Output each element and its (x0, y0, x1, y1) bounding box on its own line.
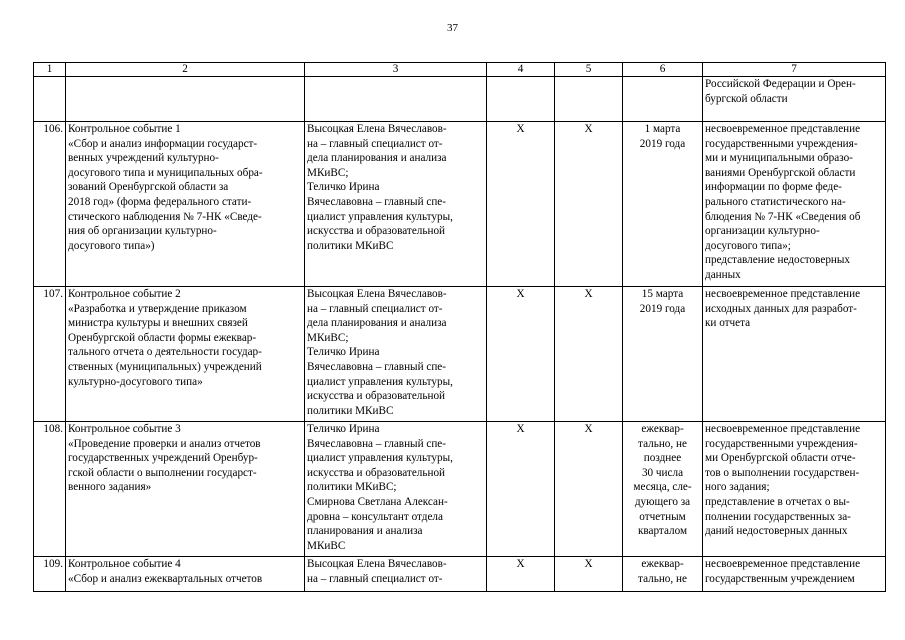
header-col-1: 1 (34, 63, 66, 77)
text-line: дующего за (634, 495, 691, 508)
text-line: ки отчета (705, 317, 751, 330)
text-line: бургской области (705, 92, 788, 105)
risks-description (703, 422, 886, 557)
text-line: 15 марта (641, 288, 684, 300)
text-line: блюдения № 7-НК «Сведения об (705, 210, 861, 223)
text-line: венного задания» (68, 481, 152, 494)
risks-description (703, 122, 886, 287)
risks-description (703, 287, 886, 422)
text-line: 2019 года (639, 302, 686, 315)
text-line: ежеквар- (641, 558, 684, 570)
cell-empty (305, 77, 487, 122)
text-line: тального отчета о деятельности государ- (68, 346, 262, 359)
deadline (623, 122, 703, 287)
text-line: организации культурно- (705, 225, 820, 238)
text-line: «Разработка и утверждение приказом (68, 302, 247, 315)
text-line: дровна – консультант отдела (307, 510, 443, 523)
page-number: 37 (447, 22, 458, 34)
text-line: месяца, сле- (633, 481, 692, 494)
text-line: отчетным (639, 510, 686, 523)
text-line: гской области о выполнении государст- (68, 466, 257, 479)
text-line: ми и муниципальными образо- (705, 152, 853, 165)
table-row (34, 287, 886, 422)
text-line: кварталом (637, 525, 688, 538)
row-number: 107. (34, 287, 66, 422)
col4-mark: Х (487, 557, 555, 592)
text-line: циалист управления культуры, (307, 452, 453, 465)
header-col-6: 6 (623, 63, 703, 77)
col4-mark: Х (487, 422, 555, 557)
text-line: политики МКиВС; (307, 481, 397, 494)
text-line: ственных (муниципальных) учреждений (68, 360, 262, 373)
text-line: МКиВС; (307, 166, 349, 179)
risks-description (703, 557, 886, 592)
text-line: Российской Федерации и Орен- (705, 78, 856, 90)
col5-mark: Х (555, 557, 623, 592)
col5-mark: Х (555, 287, 623, 422)
text-line: дела планирования и анализа (307, 152, 447, 165)
text-line: Контрольное событие 1 (68, 123, 181, 135)
table-row (34, 557, 886, 592)
text-line: представление недостоверных (705, 254, 851, 267)
text-line: Высоцкая Елена Вячеславов- (307, 123, 447, 135)
text-line: МКиВС; (307, 331, 349, 344)
text-line: 2019 года (639, 137, 686, 150)
text-line: позднее (643, 452, 682, 465)
responsible-persons (305, 122, 487, 287)
text-line: досугового типа») (68, 239, 155, 252)
text-line: 2018 год» (форма федерального стати- (68, 195, 252, 208)
text-line: искусства и образовательной (307, 225, 446, 238)
event-description (66, 122, 305, 287)
text-line: полнении государственных за- (705, 510, 851, 523)
text-line: политики МКиВС (307, 239, 394, 252)
text-line: несвоевременное представление (705, 123, 861, 135)
text-line: на – главный специалист от- (307, 137, 443, 150)
col5-mark: Х (555, 122, 623, 287)
text-line: циалист управления культуры, (307, 375, 453, 388)
row-number: 109. (34, 557, 66, 592)
col4-mark: Х (487, 287, 555, 422)
text-line: Вячеславовна – главный спе- (307, 195, 446, 208)
header-col-4: 4 (487, 63, 555, 77)
text-line: Теличко Ирина (307, 423, 380, 435)
header-col-2: 2 (66, 63, 305, 77)
text-line: венных учреждений культурно- (68, 152, 219, 165)
header-col-5: 5 (555, 63, 623, 77)
text-line: «Проведение проверки и анализ отчетов (68, 437, 261, 450)
text-line: данных (705, 268, 741, 281)
text-line: Вячеславовна – главный спе- (307, 437, 446, 450)
cell-empty (34, 77, 66, 122)
row-number: 106. (34, 122, 66, 287)
text-line: ежеквар- (641, 423, 684, 435)
text-line: досугового типа»; (705, 239, 791, 252)
text-line: Вячеславовна – главный спе- (307, 360, 446, 373)
col5-mark: Х (555, 422, 623, 557)
text-line: искусства и образовательной (307, 466, 446, 479)
event-description (66, 287, 305, 422)
text-line: Высоцкая Елена Вячеславов- (307, 558, 447, 570)
text-line: тально, не (638, 437, 687, 450)
text-line: исходных данных для разработ- (705, 302, 857, 315)
col4-mark: Х (487, 122, 555, 287)
deadline (623, 557, 703, 592)
text-line: 30 числа (641, 466, 684, 479)
text-line: досугового типа и муниципальных обра- (68, 166, 263, 179)
cell-empty (66, 77, 305, 122)
cell-empty (487, 77, 555, 122)
deadline (623, 287, 703, 422)
text-line: представление в отчетах о вы- (705, 495, 850, 508)
text-line: информации по форме феде- (705, 181, 842, 194)
text-line: государственными учреждения- (705, 137, 858, 150)
text-line: культурно-досугового типа» (68, 375, 203, 388)
text-line: Контрольное событие 4 (68, 558, 181, 570)
text-line: рального статистического на- (705, 195, 846, 208)
text-line: Смирнова Светлана Алексан- (307, 495, 448, 508)
text-line: МКиВС (307, 539, 346, 552)
text-line: Контрольное событие 3 (68, 423, 181, 435)
continuation-row (34, 77, 886, 122)
text-line: несвоевременное представление (705, 558, 861, 570)
responsible-persons (305, 422, 487, 557)
header-col-3: 3 (305, 63, 487, 77)
text-line: министра культуры и внешних связей (68, 317, 248, 330)
text-line: «Сбор и анализ ежеквартальных отчетов (68, 572, 263, 585)
responsible-persons (305, 557, 487, 592)
events-table (33, 62, 886, 592)
text-line: государственным учреждением (705, 572, 855, 585)
text-line: ного задания; (705, 481, 770, 494)
text-line: государственных учреждений Оренбур- (68, 452, 258, 465)
text-line: государственными учреждения- (705, 437, 858, 450)
cell-empty (555, 77, 623, 122)
text-line: на – главный специалист от- (307, 302, 443, 315)
deadline (623, 422, 703, 557)
text-line: «Сбор и анализ информации государст- (68, 137, 258, 150)
text-line: дела планирования и анализа (307, 317, 447, 330)
text-line: несвоевременное представление (705, 423, 861, 435)
text-line: циалист управления культуры, (307, 210, 453, 223)
text-line: политики МКиВС (307, 404, 394, 417)
text-line: несвоевременное представление (705, 288, 861, 300)
event-description (66, 422, 305, 557)
text-line: Контрольное событие 2 (68, 288, 181, 300)
table-row (34, 122, 886, 287)
text-line: тально, не (638, 572, 687, 585)
cell-empty (623, 77, 703, 122)
text-line: Высоцкая Елена Вячеславов- (307, 288, 447, 300)
text-line: на – главный специалист от- (307, 572, 443, 585)
continuation-risks (703, 77, 886, 122)
event-description (66, 557, 305, 592)
text-line: тов о выполнении государствен- (705, 466, 860, 479)
text-line: Оренбургской области формы ежеквар- (68, 331, 257, 344)
header-row (34, 63, 886, 77)
row-number: 108. (34, 422, 66, 557)
header-col-7: 7 (703, 63, 886, 77)
responsible-persons (305, 287, 487, 422)
text-line: ния об организации культурно- (68, 225, 217, 238)
text-line: ваниями Оренбургской области (705, 166, 856, 179)
text-line: стического наблюдения № 7-НК «Сведе- (68, 210, 262, 223)
table-row (34, 422, 886, 557)
text-line: 1 марта (644, 123, 681, 135)
text-line: Теличко Ирина (307, 181, 380, 194)
text-line: Теличко Ирина (307, 346, 380, 359)
text-line: планирования и анализа (307, 525, 423, 538)
text-line: искусства и образовательной (307, 390, 446, 403)
text-line: даний недостоверных данных (705, 525, 848, 538)
text-line: ми Оренбургской области отче- (705, 452, 856, 465)
text-line: зований Оренбургской области за (68, 181, 229, 194)
